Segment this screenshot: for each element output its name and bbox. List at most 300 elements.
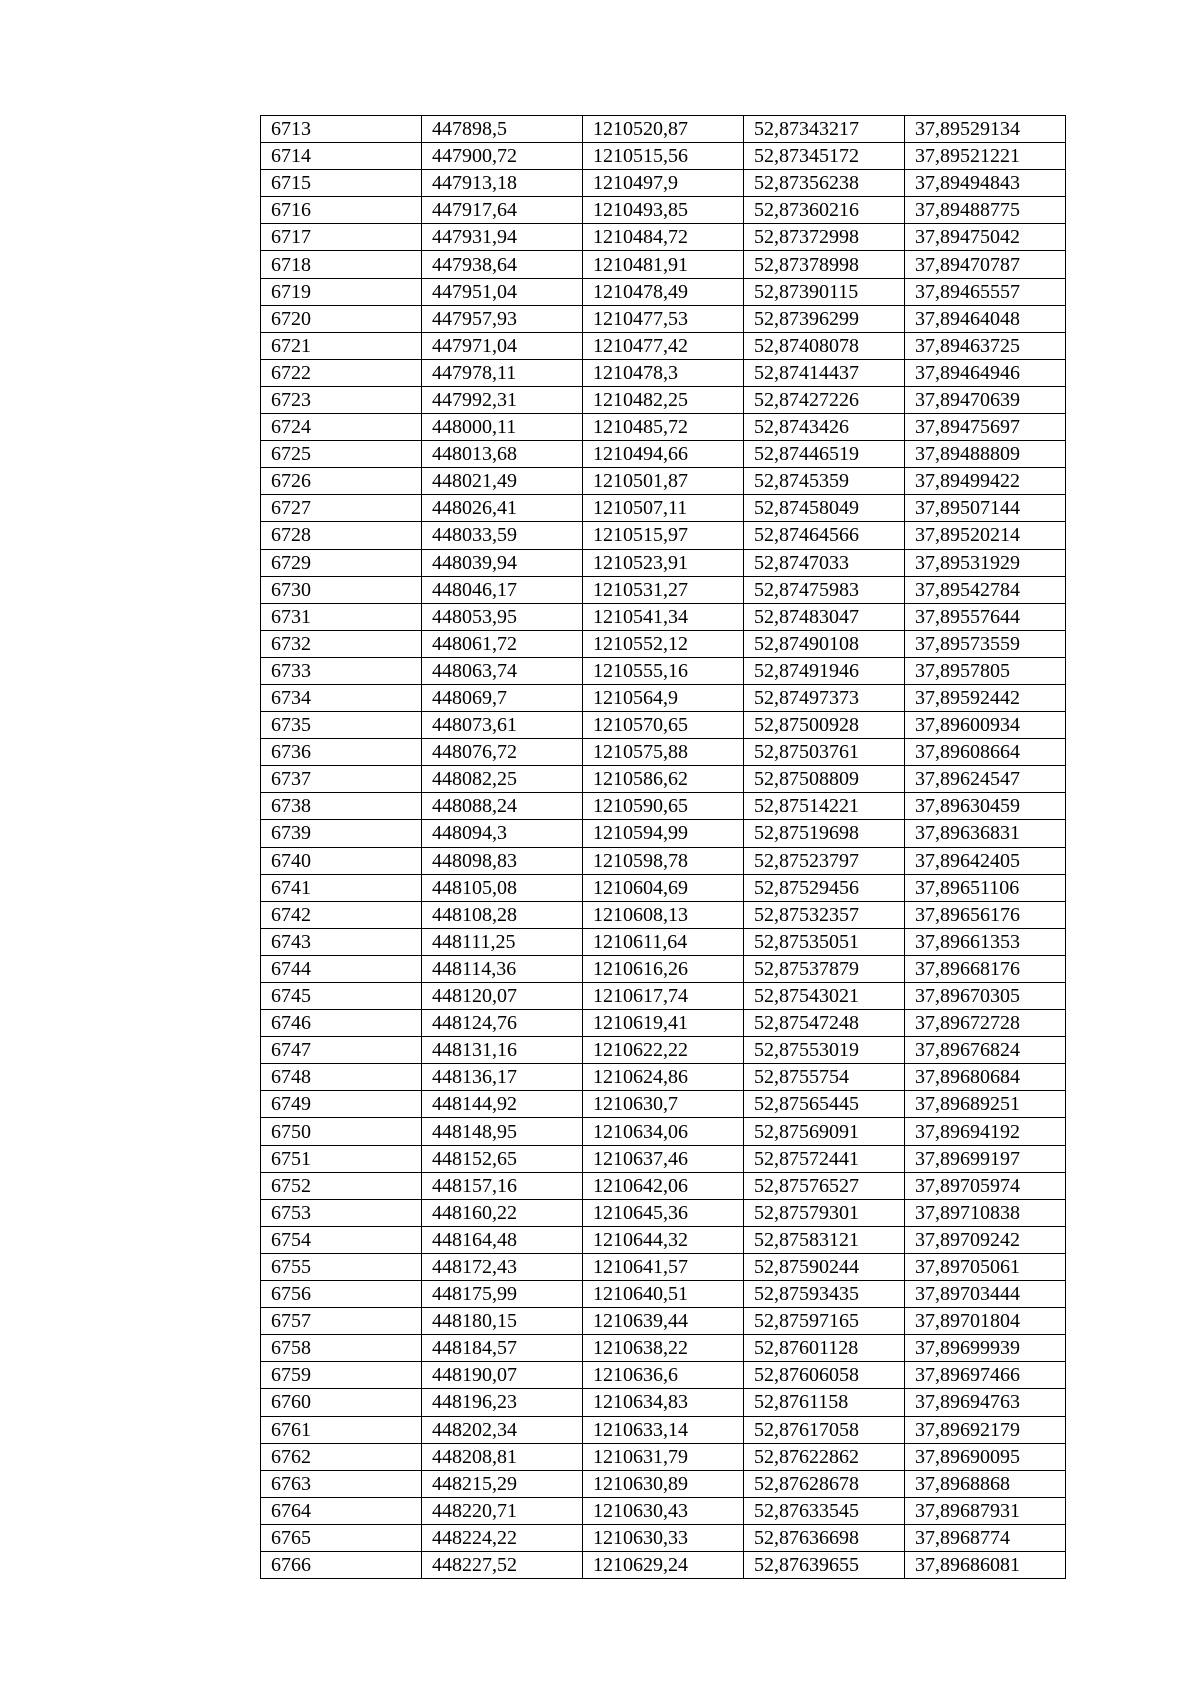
point-number-cell: 6762	[261, 1443, 422, 1470]
longitude-cell: 37,89709242	[905, 1226, 1066, 1253]
longitude-cell: 37,89529134	[905, 116, 1066, 143]
latitude-cell: 52,87360216	[744, 197, 905, 224]
x-coordinate-cell: 447931,94	[422, 224, 583, 251]
table-row	[261, 576, 1066, 603]
y-coordinate-cell: 1210645,36	[583, 1199, 744, 1226]
table-row	[261, 983, 1066, 1010]
table-row	[261, 766, 1066, 793]
longitude-cell: 37,89464048	[905, 305, 1066, 332]
latitude-cell: 52,87508809	[744, 766, 905, 793]
y-coordinate-cell: 1210624,86	[583, 1064, 744, 1091]
latitude-cell: 52,87597165	[744, 1308, 905, 1335]
latitude-cell: 52,87601128	[744, 1335, 905, 1362]
table-row	[261, 468, 1066, 495]
y-coordinate-cell: 1210494,66	[583, 441, 744, 468]
x-coordinate-cell: 448190,07	[422, 1362, 583, 1389]
y-coordinate-cell: 1210639,44	[583, 1308, 744, 1335]
longitude-cell: 37,89600934	[905, 712, 1066, 739]
table-row	[261, 414, 1066, 441]
latitude-cell: 52,87408078	[744, 332, 905, 359]
x-coordinate-cell: 448148,95	[422, 1118, 583, 1145]
latitude-cell: 52,87396299	[744, 305, 905, 332]
y-coordinate-cell: 1210616,26	[583, 955, 744, 982]
point-number-cell: 6755	[261, 1253, 422, 1280]
x-coordinate-cell: 448088,24	[422, 793, 583, 820]
table-row	[261, 955, 1066, 982]
y-coordinate-cell: 1210617,74	[583, 983, 744, 1010]
x-coordinate-cell: 448061,72	[422, 630, 583, 657]
y-coordinate-cell: 1210493,85	[583, 197, 744, 224]
latitude-cell: 52,87529456	[744, 874, 905, 901]
point-number-cell: 6724	[261, 414, 422, 441]
longitude-cell: 37,89699197	[905, 1145, 1066, 1172]
x-coordinate-cell: 448021,49	[422, 468, 583, 495]
x-coordinate-cell: 447971,04	[422, 332, 583, 359]
y-coordinate-cell: 1210594,99	[583, 820, 744, 847]
point-number-cell: 6730	[261, 576, 422, 603]
y-coordinate-cell: 1210507,11	[583, 495, 744, 522]
longitude-cell: 37,89680684	[905, 1064, 1066, 1091]
point-number-cell: 6736	[261, 739, 422, 766]
x-coordinate-cell: 448105,08	[422, 874, 583, 901]
point-number-cell: 6750	[261, 1118, 422, 1145]
latitude-cell: 52,87535051	[744, 928, 905, 955]
latitude-cell: 52,87523797	[744, 847, 905, 874]
point-number-cell: 6746	[261, 1010, 422, 1037]
x-coordinate-cell: 448000,11	[422, 414, 583, 441]
table-row	[261, 386, 1066, 413]
y-coordinate-cell: 1210633,14	[583, 1416, 744, 1443]
x-coordinate-cell: 448180,15	[422, 1308, 583, 1335]
latitude-cell: 52,87593435	[744, 1281, 905, 1308]
table-row	[261, 143, 1066, 170]
latitude-cell: 52,8745359	[744, 468, 905, 495]
longitude-cell: 37,89705974	[905, 1172, 1066, 1199]
longitude-cell: 37,89656176	[905, 901, 1066, 928]
longitude-cell: 37,89507144	[905, 495, 1066, 522]
longitude-cell: 37,89642405	[905, 847, 1066, 874]
x-coordinate-cell: 448175,99	[422, 1281, 583, 1308]
y-coordinate-cell: 1210485,72	[583, 414, 744, 441]
point-number-cell: 6737	[261, 766, 422, 793]
y-coordinate-cell: 1210515,97	[583, 522, 744, 549]
latitude-cell: 52,87378998	[744, 251, 905, 278]
table-row	[261, 1308, 1066, 1335]
table-row	[261, 1389, 1066, 1416]
table-row	[261, 603, 1066, 630]
y-coordinate-cell: 1210636,6	[583, 1362, 744, 1389]
point-number-cell: 6756	[261, 1281, 422, 1308]
table-row	[261, 332, 1066, 359]
longitude-cell: 37,89668176	[905, 955, 1066, 982]
longitude-cell: 37,89542784	[905, 576, 1066, 603]
point-number-cell: 6718	[261, 251, 422, 278]
x-coordinate-cell: 448215,29	[422, 1470, 583, 1497]
y-coordinate-cell: 1210608,13	[583, 901, 744, 928]
x-coordinate-cell: 448131,16	[422, 1037, 583, 1064]
table-row	[261, 1281, 1066, 1308]
point-number-cell: 6739	[261, 820, 422, 847]
longitude-cell: 37,89608664	[905, 739, 1066, 766]
table-row	[261, 170, 1066, 197]
table-row	[261, 712, 1066, 739]
table-row	[261, 739, 1066, 766]
longitude-cell: 37,89701804	[905, 1308, 1066, 1335]
latitude-cell: 52,87483047	[744, 603, 905, 630]
y-coordinate-cell: 1210484,72	[583, 224, 744, 251]
point-number-cell: 6748	[261, 1064, 422, 1091]
table-row	[261, 928, 1066, 955]
x-coordinate-cell: 448033,59	[422, 522, 583, 549]
x-coordinate-cell: 448053,95	[422, 603, 583, 630]
y-coordinate-cell: 1210478,3	[583, 359, 744, 386]
x-coordinate-cell: 448224,22	[422, 1524, 583, 1551]
latitude-cell: 52,87464566	[744, 522, 905, 549]
latitude-cell: 52,87633545	[744, 1497, 905, 1524]
x-coordinate-cell: 448136,17	[422, 1064, 583, 1091]
y-coordinate-cell: 1210634,83	[583, 1389, 744, 1416]
latitude-cell: 52,87519698	[744, 820, 905, 847]
longitude-cell: 37,89499422	[905, 468, 1066, 495]
latitude-cell: 52,87490108	[744, 630, 905, 657]
y-coordinate-cell: 1210523,91	[583, 549, 744, 576]
y-coordinate-cell: 1210482,25	[583, 386, 744, 413]
point-number-cell: 6729	[261, 549, 422, 576]
longitude-cell: 37,89630459	[905, 793, 1066, 820]
latitude-cell: 52,87497373	[744, 684, 905, 711]
x-coordinate-cell: 448164,48	[422, 1226, 583, 1253]
longitude-cell: 37,89592442	[905, 684, 1066, 711]
point-number-cell: 6717	[261, 224, 422, 251]
y-coordinate-cell: 1210641,57	[583, 1253, 744, 1280]
longitude-cell: 37,89690095	[905, 1443, 1066, 1470]
table-row	[261, 1551, 1066, 1578]
longitude-cell: 37,89475697	[905, 414, 1066, 441]
latitude-cell: 52,87579301	[744, 1199, 905, 1226]
point-number-cell: 6745	[261, 983, 422, 1010]
latitude-cell: 52,8743426	[744, 414, 905, 441]
longitude-cell: 37,89670305	[905, 983, 1066, 1010]
y-coordinate-cell: 1210501,87	[583, 468, 744, 495]
y-coordinate-cell: 1210629,24	[583, 1551, 744, 1578]
point-number-cell: 6759	[261, 1362, 422, 1389]
table-row	[261, 1226, 1066, 1253]
x-coordinate-cell: 448144,92	[422, 1091, 583, 1118]
x-coordinate-cell: 448111,25	[422, 928, 583, 955]
table-row	[261, 359, 1066, 386]
table-row	[261, 1064, 1066, 1091]
x-coordinate-cell: 448124,76	[422, 1010, 583, 1037]
longitude-cell: 37,89694192	[905, 1118, 1066, 1145]
longitude-cell: 37,89699939	[905, 1335, 1066, 1362]
x-coordinate-cell: 447938,64	[422, 251, 583, 278]
x-coordinate-cell: 448152,65	[422, 1145, 583, 1172]
latitude-cell: 52,87345172	[744, 143, 905, 170]
longitude-cell: 37,89475042	[905, 224, 1066, 251]
point-number-cell: 6751	[261, 1145, 422, 1172]
longitude-cell: 37,89651106	[905, 874, 1066, 901]
y-coordinate-cell: 1210630,43	[583, 1497, 744, 1524]
table-row	[261, 1470, 1066, 1497]
point-number-cell: 6760	[261, 1389, 422, 1416]
latitude-cell: 52,87622862	[744, 1443, 905, 1470]
table-row	[261, 1010, 1066, 1037]
point-number-cell: 6722	[261, 359, 422, 386]
longitude-cell: 37,89672728	[905, 1010, 1066, 1037]
table-row	[261, 901, 1066, 928]
y-coordinate-cell: 1210642,06	[583, 1172, 744, 1199]
latitude-cell: 52,87537879	[744, 955, 905, 982]
y-coordinate-cell: 1210586,62	[583, 766, 744, 793]
latitude-cell: 52,87446519	[744, 441, 905, 468]
table-row	[261, 278, 1066, 305]
x-coordinate-cell: 448157,16	[422, 1172, 583, 1199]
table-row	[261, 1416, 1066, 1443]
y-coordinate-cell: 1210570,65	[583, 712, 744, 739]
longitude-cell: 37,89697466	[905, 1362, 1066, 1389]
y-coordinate-cell: 1210611,64	[583, 928, 744, 955]
point-number-cell: 6720	[261, 305, 422, 332]
x-coordinate-cell: 448114,36	[422, 955, 583, 982]
longitude-cell: 37,89689251	[905, 1091, 1066, 1118]
table-row	[261, 820, 1066, 847]
longitude-cell: 37,89520214	[905, 522, 1066, 549]
longitude-cell: 37,89692179	[905, 1416, 1066, 1443]
table-row	[261, 1037, 1066, 1064]
latitude-cell: 52,87514221	[744, 793, 905, 820]
y-coordinate-cell: 1210604,69	[583, 874, 744, 901]
y-coordinate-cell: 1210630,89	[583, 1470, 744, 1497]
coordinates-table	[260, 115, 1066, 1579]
x-coordinate-cell: 448120,07	[422, 983, 583, 1010]
longitude-cell: 37,89703444	[905, 1281, 1066, 1308]
point-number-cell: 6754	[261, 1226, 422, 1253]
y-coordinate-cell: 1210598,78	[583, 847, 744, 874]
table-row	[261, 793, 1066, 820]
table-row	[261, 1497, 1066, 1524]
x-coordinate-cell: 447992,31	[422, 386, 583, 413]
x-coordinate-cell: 448208,81	[422, 1443, 583, 1470]
longitude-cell: 37,89488775	[905, 197, 1066, 224]
x-coordinate-cell: 448082,25	[422, 766, 583, 793]
y-coordinate-cell: 1210541,34	[583, 603, 744, 630]
latitude-cell: 52,87583121	[744, 1226, 905, 1253]
latitude-cell: 52,87628678	[744, 1470, 905, 1497]
x-coordinate-cell: 448202,34	[422, 1416, 583, 1443]
latitude-cell: 52,8755754	[744, 1064, 905, 1091]
table-row	[261, 1145, 1066, 1172]
y-coordinate-cell: 1210630,7	[583, 1091, 744, 1118]
point-number-cell: 6743	[261, 928, 422, 955]
longitude-cell: 37,89488809	[905, 441, 1066, 468]
point-number-cell: 6757	[261, 1308, 422, 1335]
latitude-cell: 52,87491946	[744, 657, 905, 684]
x-coordinate-cell: 448108,28	[422, 901, 583, 928]
y-coordinate-cell: 1210478,49	[583, 278, 744, 305]
x-coordinate-cell: 447951,04	[422, 278, 583, 305]
y-coordinate-cell: 1210477,53	[583, 305, 744, 332]
longitude-cell: 37,89710838	[905, 1199, 1066, 1226]
table-row	[261, 847, 1066, 874]
longitude-cell: 37,89464946	[905, 359, 1066, 386]
latitude-cell: 52,87576527	[744, 1172, 905, 1199]
point-number-cell: 6766	[261, 1551, 422, 1578]
x-coordinate-cell: 448073,61	[422, 712, 583, 739]
latitude-cell: 52,87343217	[744, 116, 905, 143]
longitude-cell: 37,89463725	[905, 332, 1066, 359]
point-number-cell: 6721	[261, 332, 422, 359]
y-coordinate-cell: 1210552,12	[583, 630, 744, 657]
longitude-cell: 37,89676824	[905, 1037, 1066, 1064]
table-row	[261, 495, 1066, 522]
point-number-cell: 6758	[261, 1335, 422, 1362]
point-number-cell: 6749	[261, 1091, 422, 1118]
table-row	[261, 1524, 1066, 1551]
latitude-cell: 52,87475983	[744, 576, 905, 603]
point-number-cell: 6744	[261, 955, 422, 982]
latitude-cell: 52,87636698	[744, 1524, 905, 1551]
table-row	[261, 305, 1066, 332]
table-row	[261, 224, 1066, 251]
longitude-cell: 37,89521221	[905, 143, 1066, 170]
table-row	[261, 1199, 1066, 1226]
x-coordinate-cell: 448039,94	[422, 549, 583, 576]
point-number-cell: 6725	[261, 441, 422, 468]
latitude-cell: 52,87639655	[744, 1551, 905, 1578]
y-coordinate-cell: 1210531,27	[583, 576, 744, 603]
coordinates-table-body	[261, 116, 1066, 1579]
y-coordinate-cell: 1210634,06	[583, 1118, 744, 1145]
y-coordinate-cell: 1210590,65	[583, 793, 744, 820]
longitude-cell: 37,89470787	[905, 251, 1066, 278]
latitude-cell: 52,87356238	[744, 170, 905, 197]
x-coordinate-cell: 447898,5	[422, 116, 583, 143]
point-number-cell: 6764	[261, 1497, 422, 1524]
point-number-cell: 6731	[261, 603, 422, 630]
point-number-cell: 6727	[261, 495, 422, 522]
latitude-cell: 52,87565445	[744, 1091, 905, 1118]
table-row	[261, 1172, 1066, 1199]
table-row	[261, 684, 1066, 711]
latitude-cell: 52,8747033	[744, 549, 905, 576]
x-coordinate-cell: 448063,74	[422, 657, 583, 684]
longitude-cell: 37,89494843	[905, 170, 1066, 197]
y-coordinate-cell: 1210630,33	[583, 1524, 744, 1551]
table-row	[261, 549, 1066, 576]
x-coordinate-cell: 448098,83	[422, 847, 583, 874]
latitude-cell: 52,87572441	[744, 1145, 905, 1172]
table-row	[261, 441, 1066, 468]
longitude-cell: 37,89686081	[905, 1551, 1066, 1578]
y-coordinate-cell: 1210555,16	[583, 657, 744, 684]
latitude-cell: 52,87414437	[744, 359, 905, 386]
latitude-cell: 52,87606058	[744, 1362, 905, 1389]
point-number-cell: 6765	[261, 1524, 422, 1551]
table-row	[261, 1091, 1066, 1118]
point-number-cell: 6716	[261, 197, 422, 224]
x-coordinate-cell: 448184,57	[422, 1335, 583, 1362]
table-row	[261, 874, 1066, 901]
table-row	[261, 116, 1066, 143]
x-coordinate-cell: 447917,64	[422, 197, 583, 224]
point-number-cell: 6735	[261, 712, 422, 739]
y-coordinate-cell: 1210515,56	[583, 143, 744, 170]
latitude-cell: 52,87427226	[744, 386, 905, 413]
point-number-cell: 6723	[261, 386, 422, 413]
x-coordinate-cell: 448013,68	[422, 441, 583, 468]
x-coordinate-cell: 448069,7	[422, 684, 583, 711]
table-row	[261, 1253, 1066, 1280]
point-number-cell: 6728	[261, 522, 422, 549]
latitude-cell: 52,87543021	[744, 983, 905, 1010]
point-number-cell: 6747	[261, 1037, 422, 1064]
y-coordinate-cell: 1210631,79	[583, 1443, 744, 1470]
y-coordinate-cell: 1210644,32	[583, 1226, 744, 1253]
x-coordinate-cell: 448026,41	[422, 495, 583, 522]
table-row	[261, 1443, 1066, 1470]
point-number-cell: 6741	[261, 874, 422, 901]
latitude-cell: 52,87547248	[744, 1010, 905, 1037]
point-number-cell: 6752	[261, 1172, 422, 1199]
point-number-cell: 6719	[261, 278, 422, 305]
longitude-cell: 37,8968868	[905, 1470, 1066, 1497]
x-coordinate-cell: 448094,3	[422, 820, 583, 847]
point-number-cell: 6713	[261, 116, 422, 143]
table-row	[261, 522, 1066, 549]
longitude-cell: 37,89705061	[905, 1253, 1066, 1280]
longitude-cell: 37,89694763	[905, 1389, 1066, 1416]
latitude-cell: 52,87390115	[744, 278, 905, 305]
y-coordinate-cell: 1210638,22	[583, 1335, 744, 1362]
point-number-cell: 6753	[261, 1199, 422, 1226]
table-row	[261, 657, 1066, 684]
point-number-cell: 6714	[261, 143, 422, 170]
table-row	[261, 251, 1066, 278]
longitude-cell: 37,89636831	[905, 820, 1066, 847]
x-coordinate-cell: 448196,23	[422, 1389, 583, 1416]
y-coordinate-cell: 1210575,88	[583, 739, 744, 766]
longitude-cell: 37,89557644	[905, 603, 1066, 630]
longitude-cell: 37,89573559	[905, 630, 1066, 657]
latitude-cell: 52,87553019	[744, 1037, 905, 1064]
longitude-cell: 37,8957805	[905, 657, 1066, 684]
latitude-cell: 52,87372998	[744, 224, 905, 251]
y-coordinate-cell: 1210622,22	[583, 1037, 744, 1064]
x-coordinate-cell: 447900,72	[422, 143, 583, 170]
x-coordinate-cell: 448046,17	[422, 576, 583, 603]
point-number-cell: 6715	[261, 170, 422, 197]
point-number-cell: 6740	[261, 847, 422, 874]
latitude-cell: 52,8761158	[744, 1389, 905, 1416]
longitude-cell: 37,89465557	[905, 278, 1066, 305]
point-number-cell: 6732	[261, 630, 422, 657]
point-number-cell: 6763	[261, 1470, 422, 1497]
longitude-cell: 37,89470639	[905, 386, 1066, 413]
latitude-cell: 52,87569091	[744, 1118, 905, 1145]
y-coordinate-cell: 1210477,42	[583, 332, 744, 359]
x-coordinate-cell: 448172,43	[422, 1253, 583, 1280]
table-row	[261, 1335, 1066, 1362]
x-coordinate-cell: 448160,22	[422, 1199, 583, 1226]
latitude-cell: 52,87500928	[744, 712, 905, 739]
y-coordinate-cell: 1210637,46	[583, 1145, 744, 1172]
y-coordinate-cell: 1210520,87	[583, 116, 744, 143]
longitude-cell: 37,8968774	[905, 1524, 1066, 1551]
table-row	[261, 197, 1066, 224]
x-coordinate-cell: 447913,18	[422, 170, 583, 197]
point-number-cell: 6733	[261, 657, 422, 684]
x-coordinate-cell: 448227,52	[422, 1551, 583, 1578]
